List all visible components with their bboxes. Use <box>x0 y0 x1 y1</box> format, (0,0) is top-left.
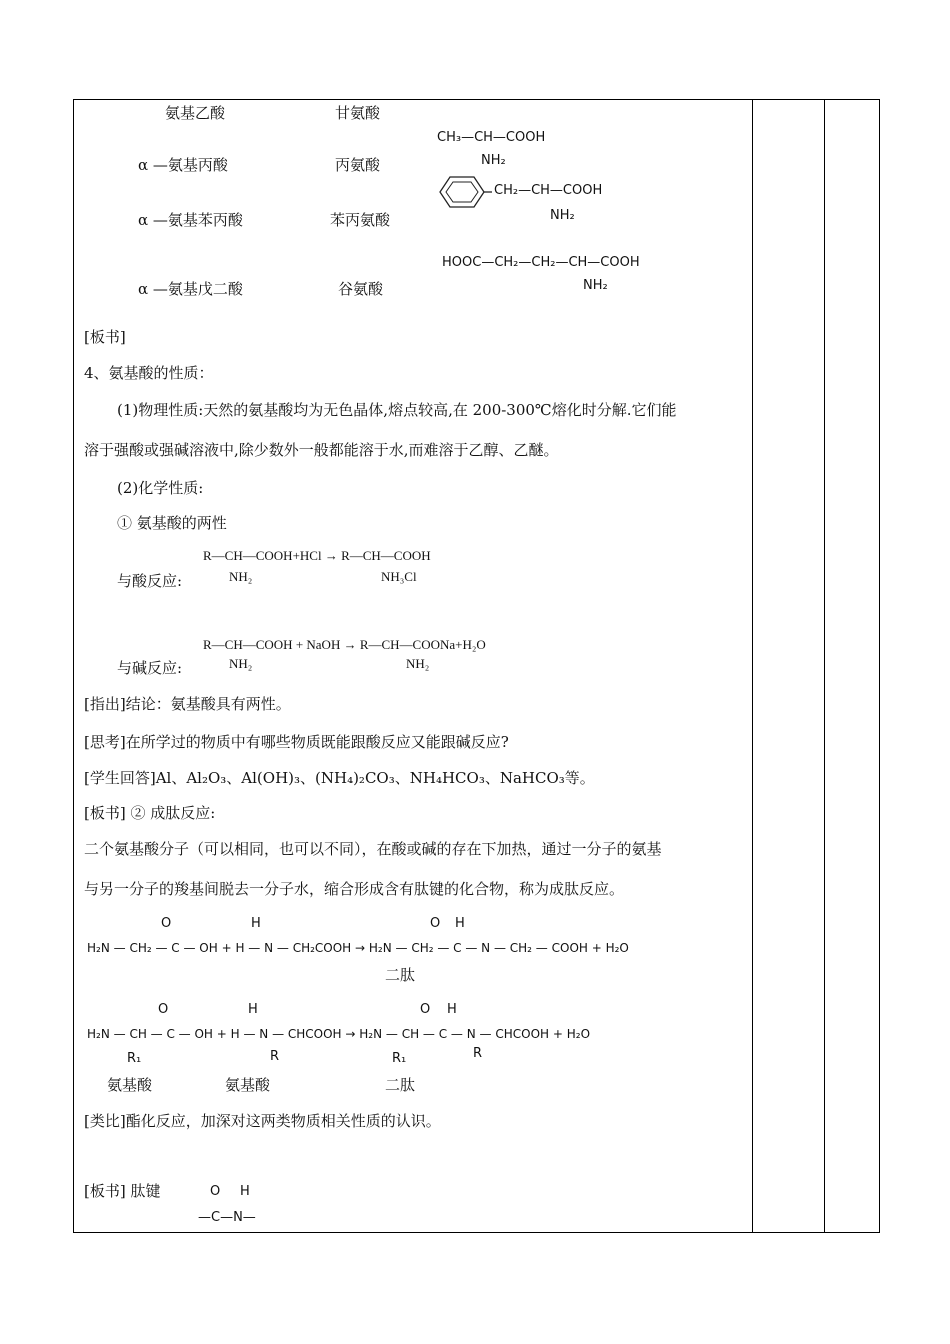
analogy-text: [类比]酯化反应，加深对这两类物质相关性质的认识。 <box>84 1112 441 1130</box>
pep2-H-2: H <box>447 1002 457 1017</box>
alanine-structure: CH₃—CH—COOH <box>437 130 546 145</box>
pep2-O-1: O <box>158 1002 169 1017</box>
pep2-R1-2: R₁ <box>392 1051 407 1066</box>
peptide-definition-line-1: 二个氨基酸分子（可以相同，也可以不同），在酸或碱的存在下加热，通过一分子的氨基 <box>84 840 662 858</box>
acid-reaction-label: 与酸反应: <box>117 572 183 590</box>
glutamic-amino-group: NH₂ <box>583 278 608 293</box>
acid-reaction-equation: R—CH—COOH+HCl → R—CH—COOH <box>203 548 431 563</box>
amino-common-4: 谷氨酸 <box>338 280 384 298</box>
pep2-R-2: R <box>473 1046 483 1061</box>
alanine-amino-group: NH₂ <box>481 153 506 168</box>
acid-reaction-sub-2: NH₃Cl <box>381 569 417 584</box>
base-reaction-sub-2: NH₂ <box>406 656 430 671</box>
pep1-O-1: O <box>161 916 172 931</box>
glutamic-structure: HOOC—CH₂—CH₂—CH—COOH <box>442 255 640 270</box>
amino-name-1: 氨基乙酸 <box>165 104 226 122</box>
board-note-2: [板书] ② 成肽反应: <box>84 804 216 822</box>
amino-common-1: 甘氨酸 <box>335 104 381 122</box>
board-note-3: [板书] 肽键 <box>84 1182 161 1200</box>
dipeptide-label-2: 二肽 <box>385 1076 416 1094</box>
pep2-R-1: R <box>270 1049 280 1064</box>
board-note-1: [板书] <box>84 328 126 346</box>
conclusion-text: [指出]结论：氨基酸具有两性。 <box>84 695 291 713</box>
pep1-O-2: O <box>430 916 441 931</box>
peptide-equation-2: H₂N — CH — C — OH + H — N — CHCOOH → H₂N — CH — C — N — CHCOOH + H₂O <box>87 1027 591 1041</box>
physical-properties-line-2: 溶于强酸或强碱溶液中,除少数外一般都能溶于水,而难溶于乙醇、乙醚。 <box>84 441 559 459</box>
peptide-bond-H: H <box>240 1184 250 1199</box>
column-divider-1 <box>752 100 753 1232</box>
base-reaction-equation: R—CH—COOH + NaOH → R—CH—COONa+H₂O <box>203 637 486 652</box>
amino-common-2: 丙氨酸 <box>335 156 381 174</box>
column-divider-2 <box>824 100 825 1232</box>
base-reaction-sub-1: NH₂ <box>229 656 253 671</box>
think-question: [思考]在所学过的物质中有哪些物质既能跟酸反应又能跟碱反应? <box>84 733 509 751</box>
pep1-H-1: H <box>251 916 261 931</box>
amino-name-2: α —氨基丙酸 <box>138 156 228 174</box>
benzene-ring-icon <box>440 175 484 209</box>
amino-name-4: α —氨基戊二酸 <box>138 280 243 298</box>
peptide-definition-line-2: 与另一分子的羧基间脱去一分子水，缩合形成含有肽键的化合物，称为成肽反应。 <box>84 880 625 898</box>
pep2-H-1: H <box>248 1002 258 1017</box>
pep1-H-2: H <box>455 916 465 931</box>
physical-properties-line-1: (1)物理性质:天然的氨基酸均为无色晶体,熔点较高,在 200-300℃熔化时分解.它们能 <box>117 401 677 419</box>
peptide-bond-structure: —C—N— <box>198 1210 256 1225</box>
pep2-R1-1: R₁ <box>127 1051 142 1066</box>
student-answer: [学生回答]Al、Al₂O₃、Al(OH)₃、(NH₄)₂CO₃、NH₄HCO₃、NaHCO₃等。 <box>84 769 595 787</box>
chemical-properties-heading: (2)化学性质: <box>117 479 204 497</box>
peptide-equation-1: H₂N — CH₂ — C — OH + H — N — CH₂COOH → H₂N — CH₂ — C — N — CH₂ — COOH + H₂O <box>87 941 629 955</box>
section-heading-4: 4、氨基酸的性质： <box>84 364 214 382</box>
pep2-O-2: O <box>420 1002 431 1017</box>
base-reaction-label: 与碱反应: <box>117 659 183 677</box>
acid-reaction-sub-1: NH₂ <box>229 569 253 584</box>
amino-name-3: α —氨基苯丙酸 <box>138 211 243 229</box>
peptide-bond-O: O <box>210 1184 221 1199</box>
dipeptide-label-1: 二肽 <box>385 966 416 984</box>
amino-common-3: 苯丙氨酸 <box>330 211 391 229</box>
amino-acid-label-1: 氨基酸 <box>107 1076 153 1094</box>
phenylalanine-amino-group: NH₂ <box>550 208 575 223</box>
phenylalanine-structure: CH₂—CH—COOH <box>494 183 603 198</box>
amino-acid-label-2: 氨基酸 <box>225 1076 271 1094</box>
amphoteric-heading: ① 氨基酸的两性 <box>117 514 227 532</box>
